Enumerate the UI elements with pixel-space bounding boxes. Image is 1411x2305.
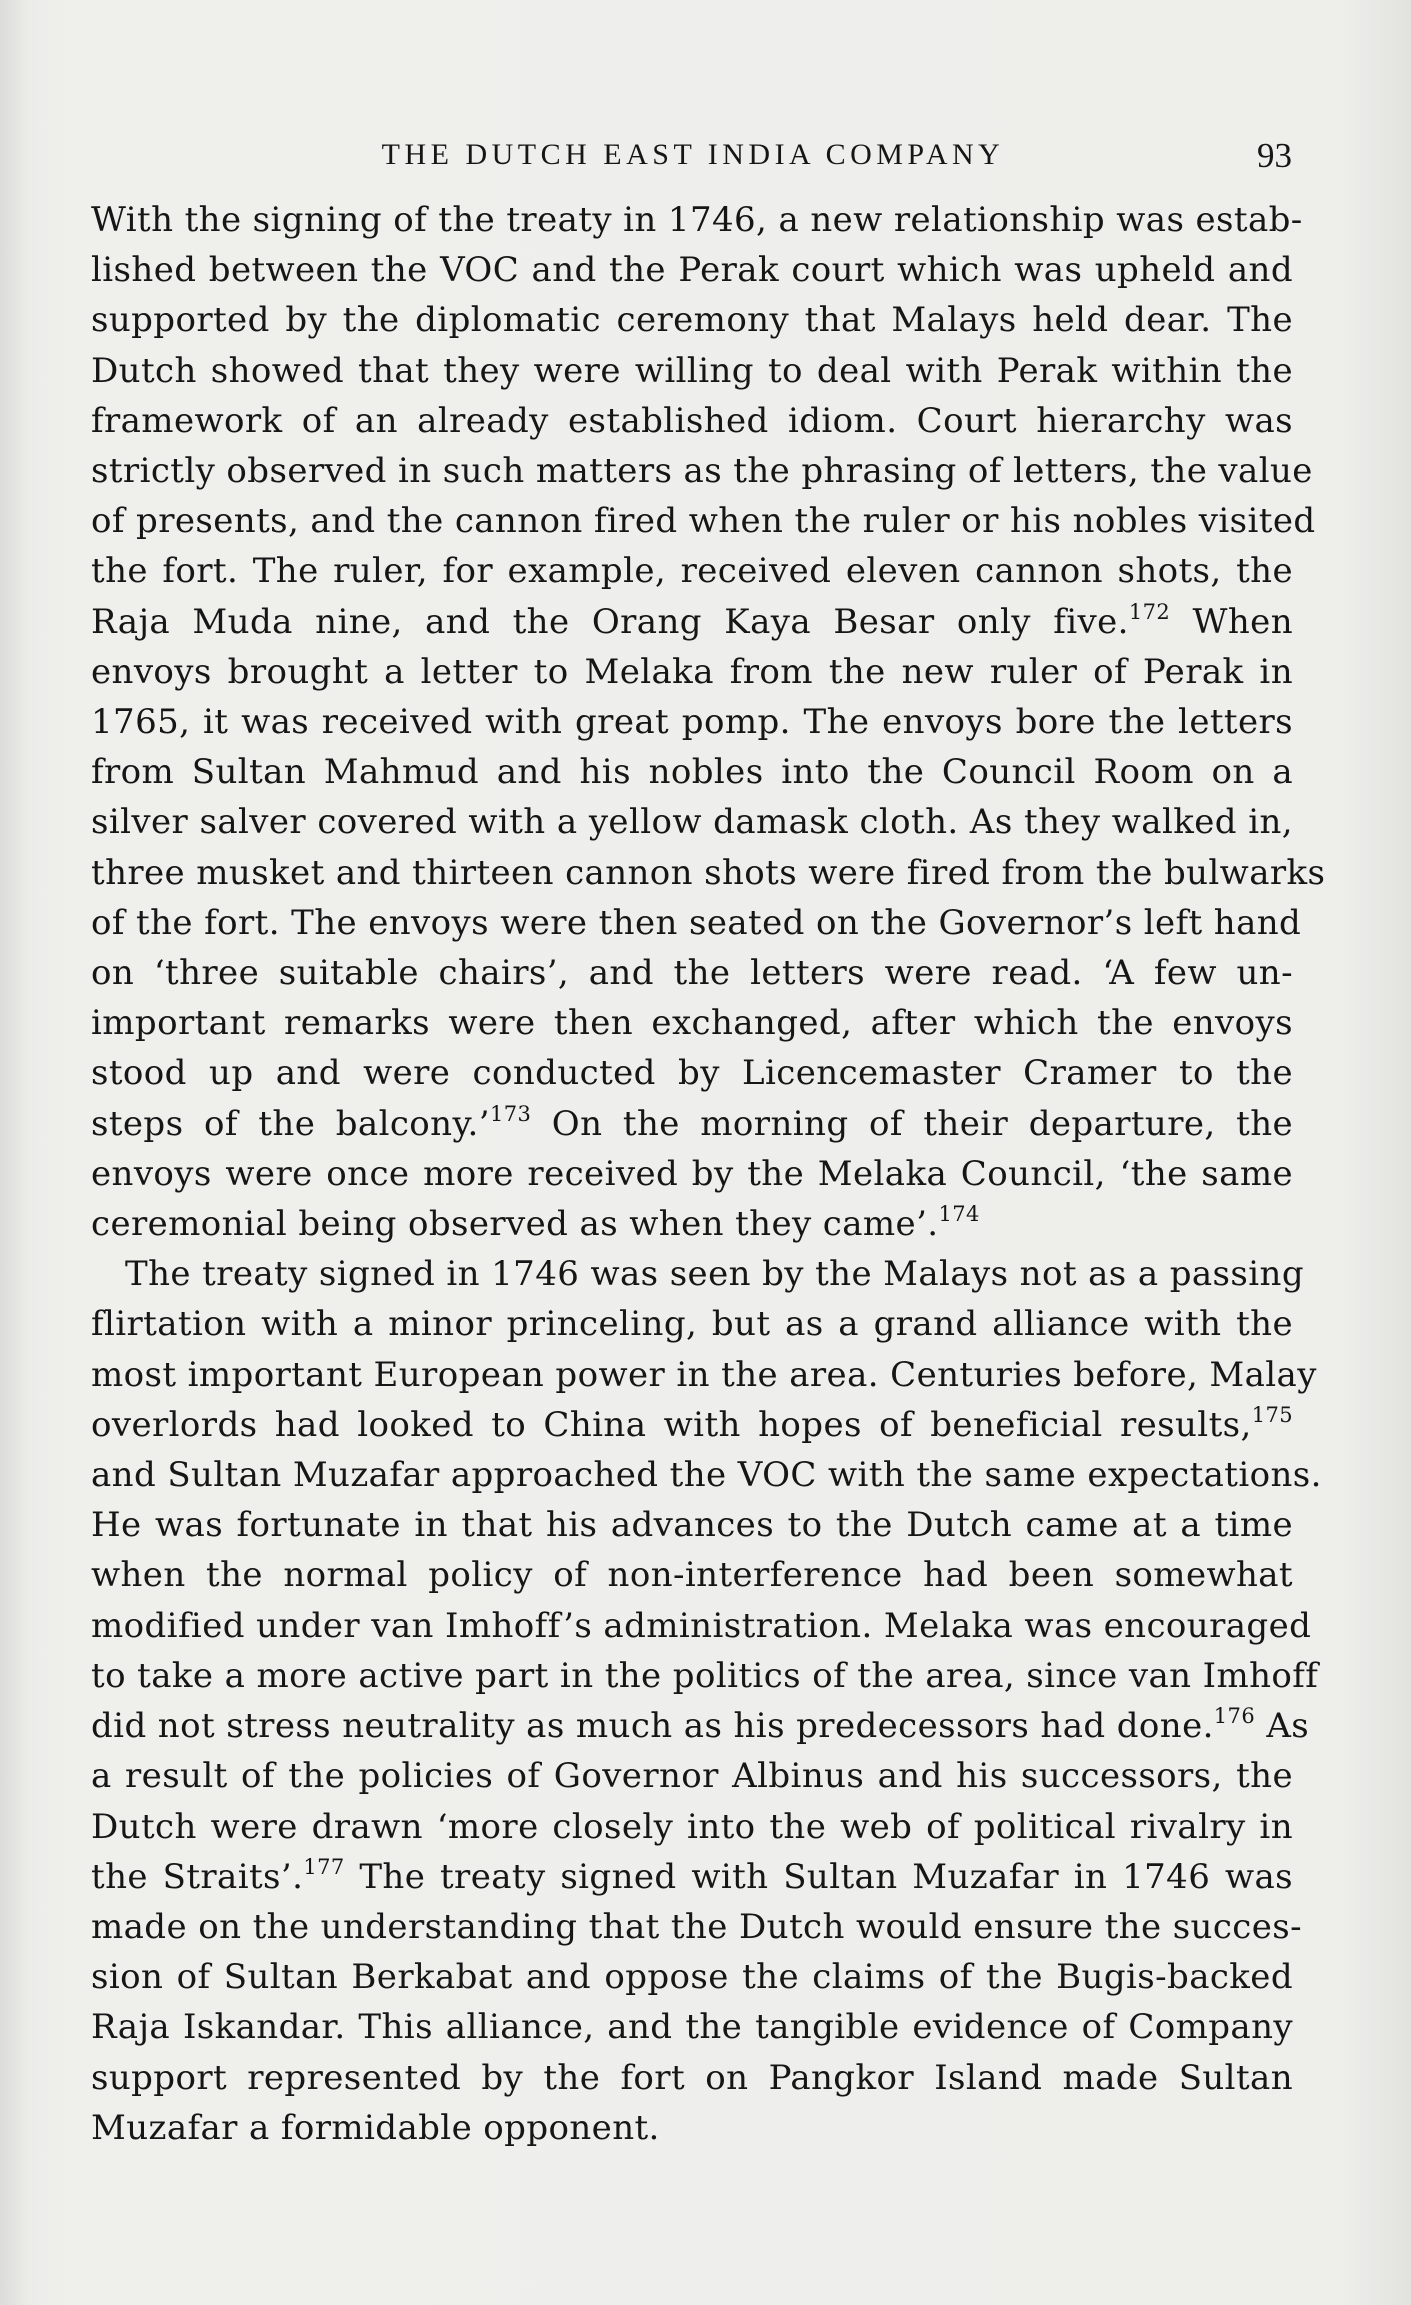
footnote-ref-174: 174	[938, 1202, 980, 1227]
text-line: silver salver covered with a yellow damask cloth. As they walked in,	[91, 802, 1293, 843]
text-line: modified under van Imhoff’s administration. Melaka was encouraged	[91, 1605, 1312, 1646]
text-line	[91, 1701, 1310, 1751]
text-line: 1765, it was received with great pomp. The envoys bore the letters	[91, 702, 1293, 743]
text-line: on ‘three suitable chairs’, and the letters were read. ‘A few un-	[91, 953, 1293, 994]
text-segment: Raja Muda nine, and the Orang Kaya Besar only five.	[91, 601, 1129, 642]
paragraph-1	[91, 195, 1326, 1249]
footnote-ref-175: 175	[1251, 1402, 1293, 1427]
text-line: envoys brought a letter to Melaka from the new ruler of Perak in	[91, 651, 1293, 692]
text-line: support represented by the fort on Pangkor Island made Sultan	[91, 2057, 1293, 2098]
text-segment: On the morning of their departure, the	[551, 1103, 1294, 1144]
text-line: Raja Iskandar. This alliance, and the tangible evidence of Company	[91, 2007, 1293, 2048]
text-line: important remarks were then exchanged, after which the envoys	[91, 1003, 1293, 1044]
text-line: Dutch were drawn ‘more closely into the web of political rivalry in	[91, 1806, 1293, 1847]
footnote-ref-173: 173	[489, 1101, 532, 1126]
text-segment: steps of the balcony.’	[91, 1103, 490, 1144]
text-line: a result of the policies of Governor Albinus and his successors, the	[91, 1756, 1293, 1797]
text-line: flirtation with a minor princeling, but as a grand alliance with the	[91, 1304, 1293, 1345]
text-line: made on the understanding that the Dutch would ensure the succes-	[91, 1906, 1302, 1947]
text-line: to take a more active part in the politics of the area, since van Imhoff	[91, 1655, 1319, 1696]
text-line: Dutch showed that they were willing to deal with Perak within the	[91, 350, 1293, 391]
text-line	[91, 597, 1293, 647]
body-text	[91, 195, 1326, 2153]
text-line	[91, 1199, 1293, 1249]
text-line	[91, 1400, 1293, 1450]
text-line: three musket and thirteen cannon shots were fired from the bulwarks	[91, 852, 1326, 893]
text-line: when the normal policy of non-interference had been somewhat	[91, 1555, 1293, 1596]
text-line: stood up and were conducted by Licencemaster Cramer to the	[91, 1053, 1293, 1094]
text-line: envoys were once more received by the Melaka Council, ‘the same	[91, 1153, 1293, 1194]
running-head-title: THE DUTCH EAST INDIA COMPANY	[381, 138, 1005, 171]
text-line: lished between the VOC and the Perak court which was upheld and	[91, 250, 1293, 291]
text-line: framework of an already established idiom. Court hierarchy was	[91, 400, 1293, 441]
text-line: Muzafar a formidable opponent.	[91, 2107, 660, 2148]
text-line: He was fortunate in that his advances to the Dutch came at a time	[91, 1505, 1293, 1546]
text-line: of presents, and the cannon fired when the ruler or his nobles visited	[91, 501, 1316, 542]
text-line: supported by the diplomatic ceremony that Malays held dear. The	[91, 300, 1293, 341]
paragraph-2	[91, 1249, 1322, 2153]
text-segment: As	[1266, 1706, 1310, 1747]
text-line: strictly observed in such matters as the phrasing of letters, the value	[91, 451, 1313, 492]
text-segment: The treaty signed with Sultan Muzafar in 1746 was	[359, 1856, 1293, 1897]
text-segment: the Straits’.	[91, 1856, 304, 1897]
text-segment: When	[1192, 601, 1293, 642]
text-line	[91, 1099, 1293, 1149]
text-line: of the fort. The envoys were then seated on the Governor’s left hand	[91, 902, 1302, 943]
text-line: The treaty signed in 1746 was seen by the Malays not as a passing	[125, 1254, 1304, 1295]
page-number: 93	[1257, 136, 1292, 175]
text-line: and Sultan Muzafar approached the VOC with the same expectations.	[91, 1455, 1322, 1496]
footnote-ref-172: 172	[1128, 599, 1171, 624]
text-line	[91, 1852, 1293, 1902]
text-line: the fort. The ruler, for example, received eleven cannon shots, the	[91, 551, 1293, 592]
footnote-ref-177: 177	[303, 1854, 345, 1879]
text-segment: ceremonial being observed as when they came’.	[91, 1204, 939, 1245]
text-segment: did not stress neutrality as much as his predecessors had done.	[91, 1706, 1214, 1747]
footnote-ref-176: 176	[1213, 1704, 1256, 1729]
running-head	[94, 138, 1292, 178]
text-segment: overlords had looked to China with hopes of beneficial results,	[91, 1404, 1252, 1445]
text-line: With the signing of the treaty in 1746, a new relationship was estab-	[91, 200, 1303, 240]
text-line: from Sultan Mahmud and his nobles into the Council Room on a	[91, 752, 1293, 793]
text-line: sion of Sultan Berkabat and oppose the claims of the Bugis-backed	[91, 1957, 1293, 1998]
text-line: most important European power in the area. Centuries before, Malay	[91, 1354, 1317, 1395]
